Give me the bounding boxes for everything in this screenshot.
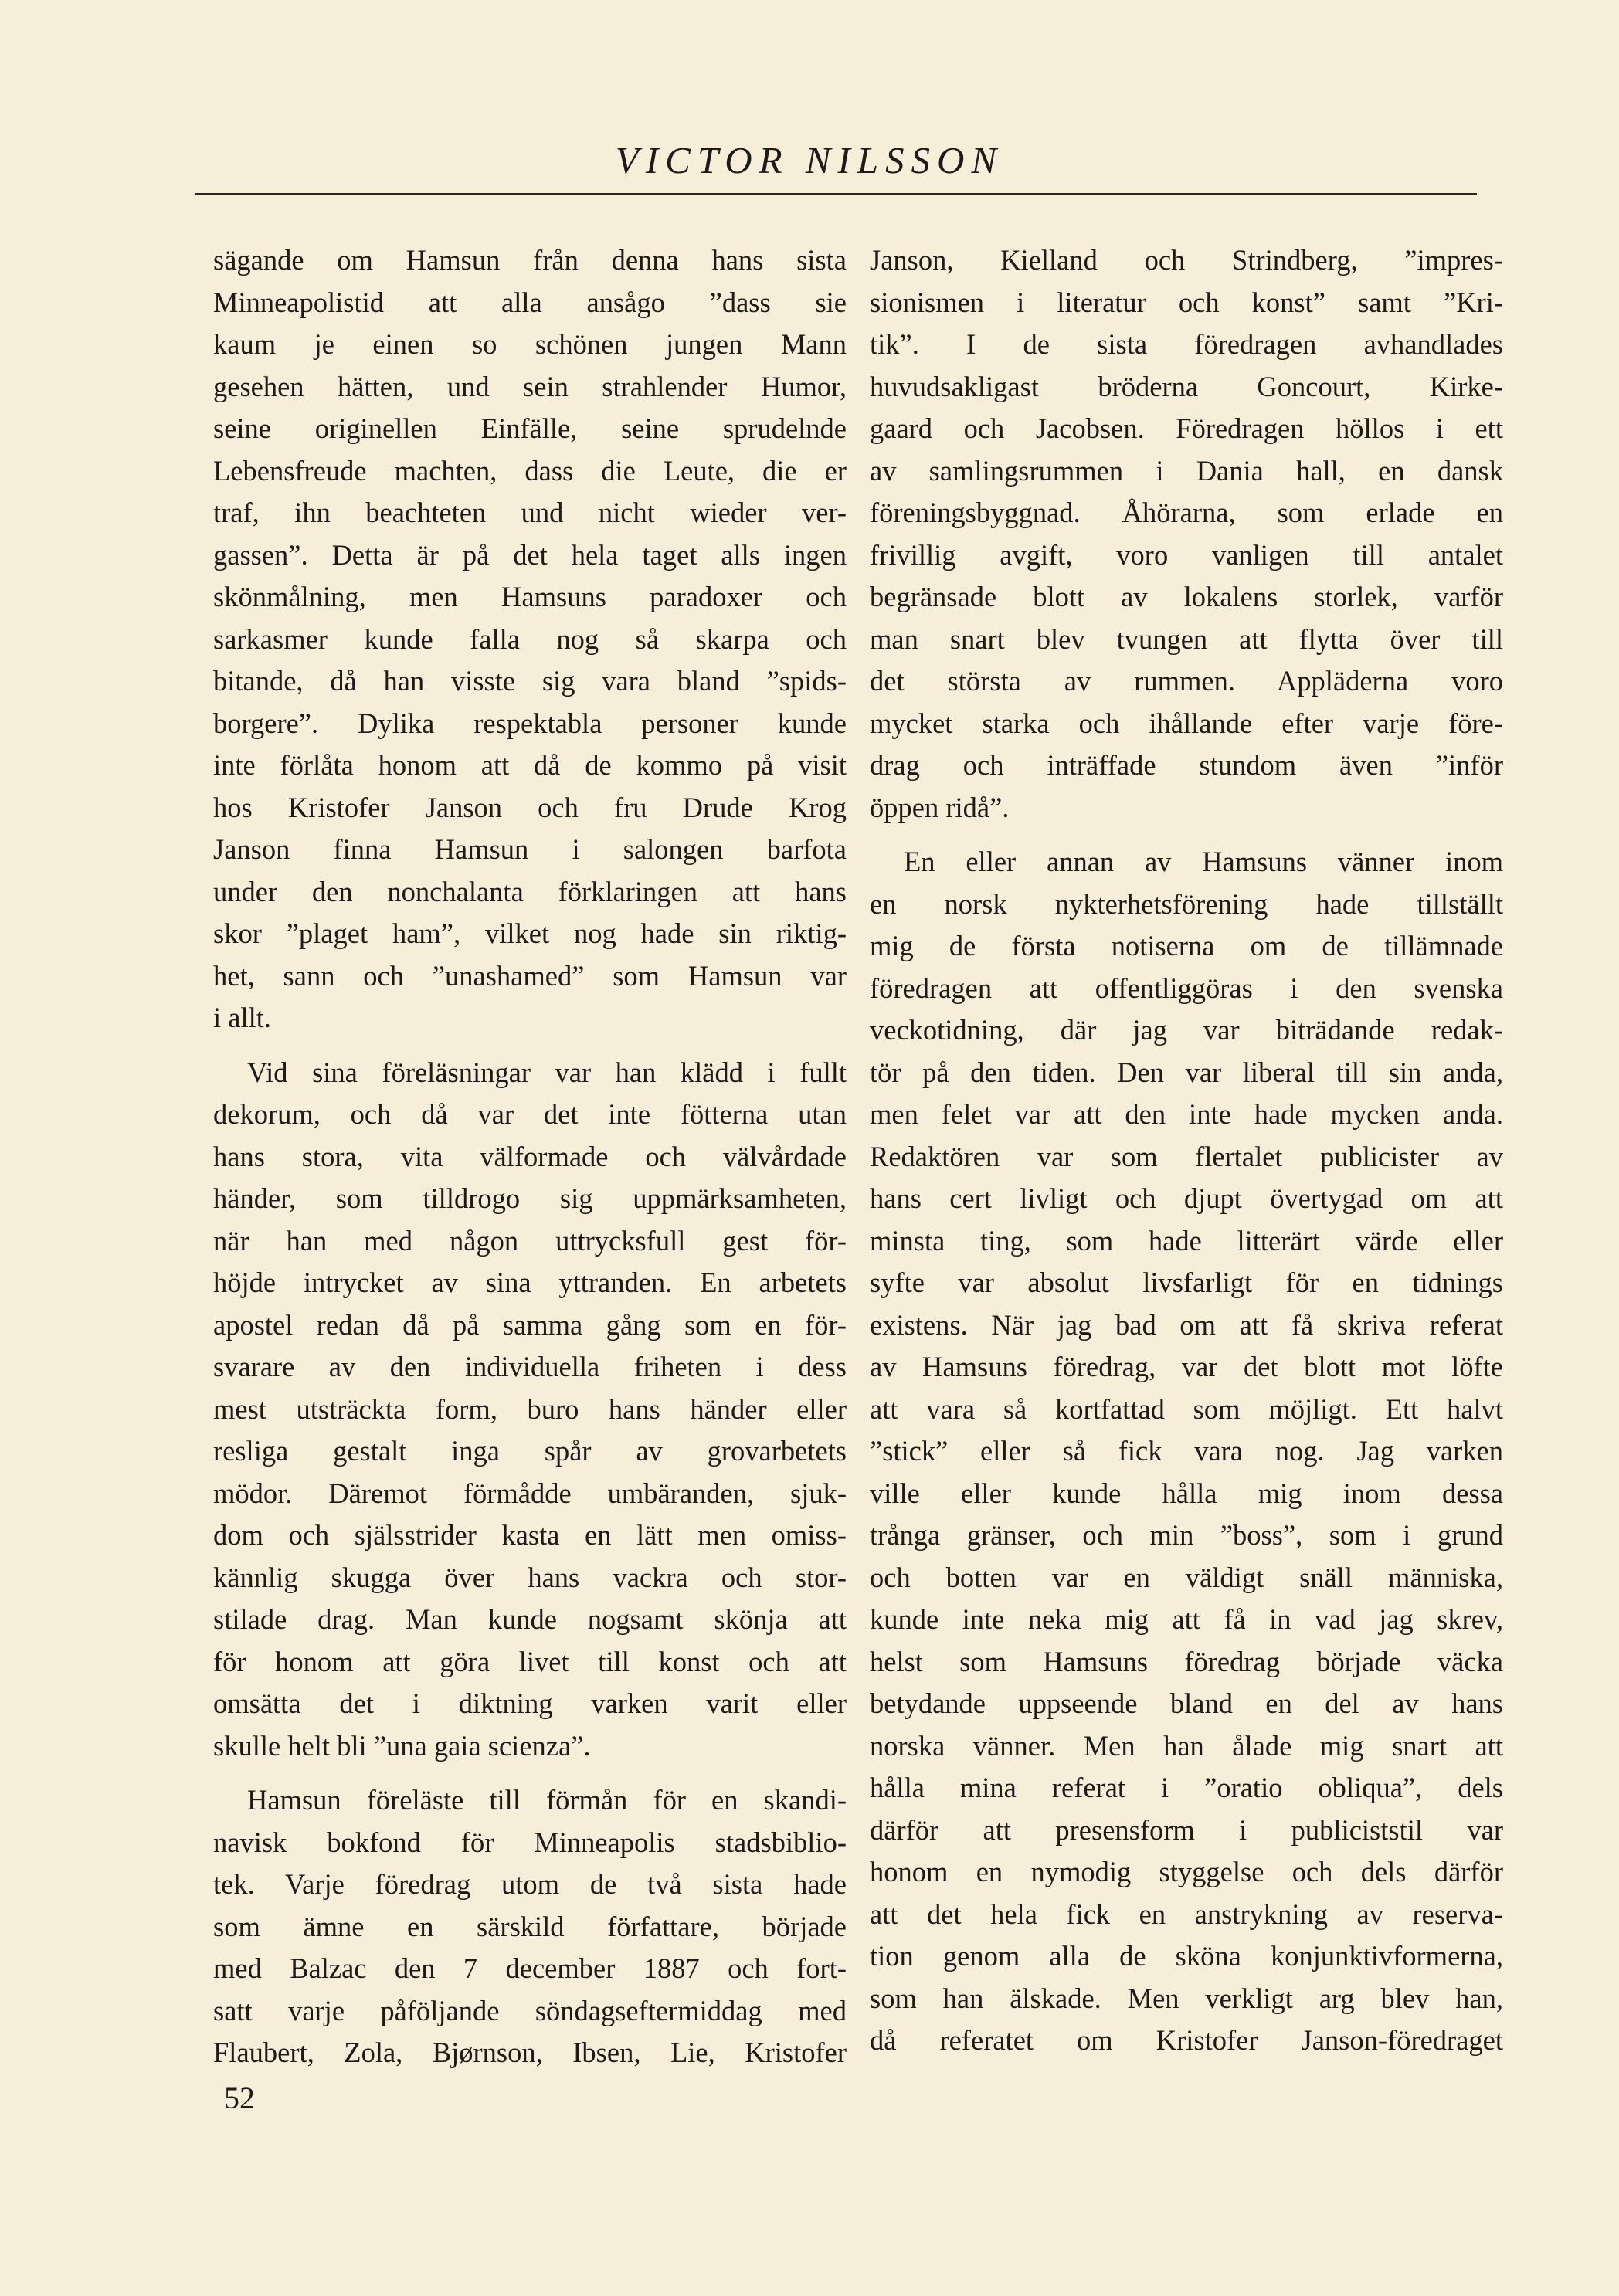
text-line: man snart blev tvungen att flytta över till [870,622,1503,655]
text-line: som ämne en särskild författare, började [213,1910,847,1942]
text-line: apostel redan då på samma gång som en för- [213,1308,847,1341]
text-line: existens. När jag bad om att få skriva referat [870,1308,1503,1341]
text-line: begränsade blott av lokalens storlek, varför [870,581,1503,612]
paragraph-gap [213,1039,847,1052]
text-line: en norsk nykterhetsförening hade tillställt [870,887,1503,920]
text-line: att vara så kortfattad som möjligt. Ett halvt [870,1392,1503,1425]
text-line: huvudsakligast bröderna Goncourt, Kirke- [870,370,1503,402]
text-line: skönmålning, men Hamsuns paradoxer och [213,581,847,612]
page-number: 52 [224,2081,255,2115]
text-line: Redaktören var som flertalet publicister av [870,1140,1503,1172]
text-line: då referatet om Kristofer Janson-föredraget [870,2024,1503,2056]
text-line: betydande uppseende bland en del av hans [870,1687,1503,1719]
text-line: sarkasmer kunde falla nog så skarpa och [213,622,847,655]
text-line: ”stick” eller så fick vara nog. Jag varken [870,1435,1503,1467]
text-line: honom en nymodig styggelse och dels därför [870,1856,1503,1887]
text-line: gassen”. Detta är på det hela taget alls ingen [213,538,847,571]
text-line: helst som Hamsuns föredrag började väcka [870,1645,1503,1677]
text-line: gesehen hätten, und sein strahlender Humor, [213,370,847,402]
text-line: En eller annan av Hamsuns vänner inom [904,846,1503,877]
text-line: men felet var att den inte hade mycken anda. [870,1098,1503,1130]
text-line: kunde inte neka mig att få in vad jag skrev, [870,1603,1503,1635]
text-line: tik”. I de sista föredragen avhandlades [870,328,1503,360]
text-line: veckotidning, där jag var biträdande redak- [870,1014,1503,1046]
text-line: dom och själsstrider kasta en lätt men omiss- [213,1519,847,1551]
text-line: händer, som tilldrogo sig uppmärksamheten, [213,1182,847,1214]
text-line: tör på den tiden. Den var liberal till sin anda, [870,1056,1503,1088]
text-line: därför att presensform i publiciststil var [870,1813,1503,1846]
text-line: frivillig avgift, voro vanligen till antalet [870,538,1503,571]
text-line: med Balzac den 7 december 1887 och fort- [213,1952,847,1984]
text-line: norska vänner. Men han ålade mig snart att [870,1729,1503,1762]
text-line: föreningsbyggnad. Åhörarna, som erlade en [870,497,1503,528]
text-line: hos Kristofer Janson och fru Drude Krog [213,791,847,823]
text-line: borgere”. Dylika respektabla personer kunde [213,707,847,739]
paragraph-gap [870,829,1503,841]
text-line: Janson, Kielland och Strindberg, ”impres- [870,244,1503,276]
paragraph-gap [213,1767,847,1779]
text-line: skor ”plaget ham”, vilket nog hade sin riktig- [213,917,847,949]
text-line: av samlingsrummen i Dania hall, en dansk [870,454,1503,487]
text-line: navisk bokfond för Minneapolis stadsbiblio- [213,1826,847,1858]
text-line: höjde intrycket av sina yttranden. En arbetets [213,1267,847,1298]
text-line: Minneapolistid att alla ansågo ”dass sie [213,286,847,318]
right-column [870,239,1503,2062]
text-line: minsta ting, som hade litterärt värde eller [870,1224,1503,1257]
text-line: mycket starka och ihållande efter varje före- [870,707,1503,739]
text-line: satt varje påföljande söndagseftermiddag med [213,1994,847,2026]
text-line: kaum je einen so schönen jungen Mann [213,328,847,360]
text-line: drag och inträffade stundom även ”inför [870,749,1503,781]
text-line: föredragen att offentliggöras i den svenska [870,972,1503,1004]
text-line: tek. Varje föredrag utom de två sista hade [213,1868,847,1900]
text-line: svarare av den individuella friheten i dess [213,1351,847,1382]
text-line: när han med någon uttrycksfull gest för- [213,1224,847,1257]
text-line: Hamsun föreläste till förmån för en skandi- [247,1784,847,1816]
text-line: Flaubert, Zola, Bjørnson, Ibsen, Lie, Kristofer [213,2037,847,2068]
text-line: mest utsträckta form, buro hans händer eller [213,1392,847,1425]
running-head: VICTOR NILSSON [615,139,1004,181]
text-line: hans cert livligt och djupt övertygad om att [870,1182,1503,1214]
text-line: av Hamsuns föredrag, var det blott mot löfte [870,1351,1503,1382]
text-line: omsätta det i diktning varken varit eller [213,1687,847,1719]
text-line: och botten var en väldigt snäll människa, [870,1561,1503,1593]
text-line: öppen ridå”. [870,791,1010,823]
text-line: skulle helt bli ”una gaia scienza”. [213,1729,591,1762]
text-line: i allt. [213,1002,272,1033]
text-line: hålla mina referat i ”oratio obliqua”, dels [870,1772,1503,1803]
text-line: att det hela fick en anstrykning av reserva- [870,1898,1503,1930]
text-line: trånga gränser, och min ”boss”, som i grund [870,1519,1503,1551]
text-line: mödor. Däremot förmådde umbäranden, sjuk- [213,1477,847,1509]
text-line: dekorum, och då var det inte fötterna utan [213,1098,847,1130]
text-line: seine originellen Einfälle, seine sprudelnde [213,412,847,444]
text-line: sionismen i literatur och konst” samt ”Kri- [870,286,1503,318]
text-line: Lebensfreude machten, dass die Leute, die er [213,454,847,487]
text-line: Janson finna Hamsun i salongen barfota [213,833,847,865]
text-line: sägande om Hamsun från denna hans sista [213,244,847,276]
text-line: gaard och Jacobsen. Föredragen höllos i ett [870,412,1503,444]
text-line: het, sann och ”unashamed” som Hamsun var [213,959,847,992]
text-line: under den nonchalanta förklaringen att hans [213,875,847,907]
text-line: bitande, då han visste sig vara bland ”spids- [213,665,847,697]
text-line: inte förlåta honom att då de kommo på visit [213,749,847,781]
text-line: mig de första notiserna om de tillämnade [870,930,1503,961]
text-line: traf, ihn beachteten und nicht wieder ver- [213,497,847,528]
header-rule [195,193,1477,195]
text-line: hans stora, vita välformade och välvårdade [213,1140,847,1172]
left-column [213,239,847,2074]
text-line: som han älskade. Men verkligt arg blev han, [870,1982,1503,2014]
text-line: det största av rummen. Appläderna voro [870,665,1503,697]
text-line: stilade drag. Man kunde nogsamt skönja att [213,1603,847,1635]
text-line: för honom att göra livet till konst och att [213,1645,847,1677]
text-line: Vid sina föreläsningar var han klädd i fullt [247,1056,847,1088]
text-line: ville eller kunde hålla mig inom dessa [870,1477,1503,1509]
text-line: kännlig skugga över hans vackra och stor- [213,1561,847,1593]
text-line: syfte var absolut livsfarligt för en tidnings [870,1267,1503,1298]
text-line: tion genom alla de sköna konjunktivformerna, [870,1940,1503,1972]
text-line: resliga gestalt inga spår av grovarbetets [213,1435,847,1467]
